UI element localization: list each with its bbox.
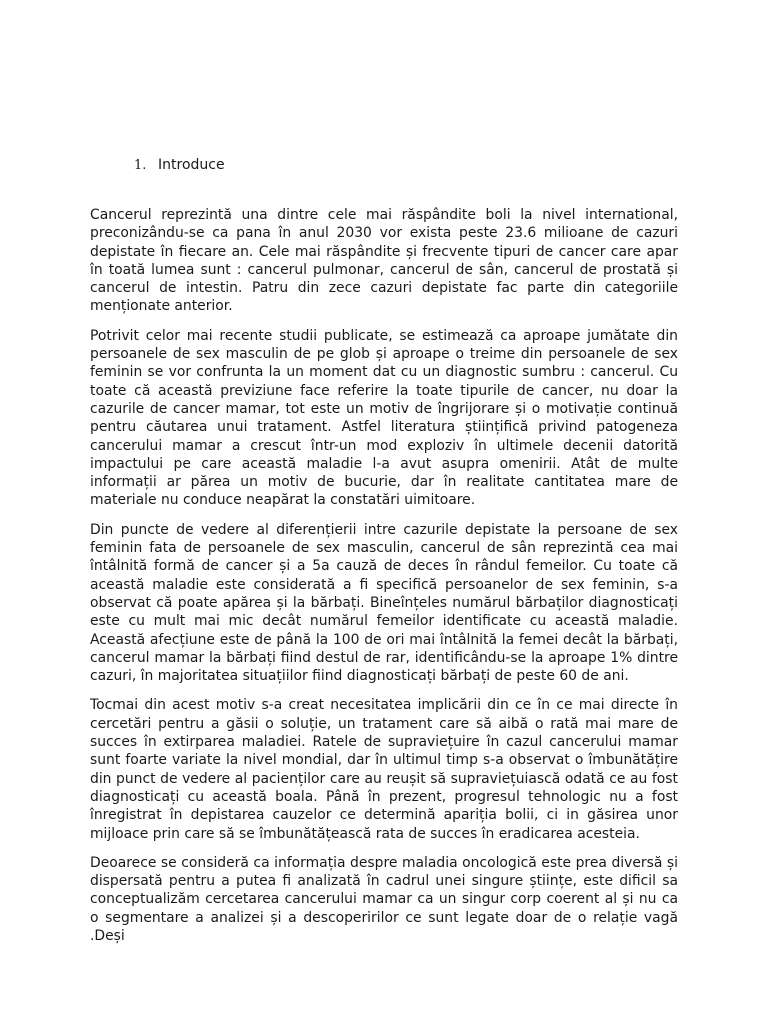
section-number: 1.: [134, 158, 147, 173]
paragraph-4: Tocmai din acest motiv s-a creat necesitatea implicării din ce în ce mai directe în cercetări pentru a găsii o soluție, un tratament care să aibă o rată mai mare de succes în extirparea maladiei. Ratele de supraviețuire în cazul cancerului mamar sunt foarte variate la nivel mondial, dar în ultimul timp s-a observat o îmbunătățire din punct de vedere al pacienților care au reușit să supraviețuiască odată ce au fost diagnosticați cu această boala. Până în prezent, progresul tehnologic nu a fost înregistrat în depistarea cauzelor ce determină apariția bolii, ci in găsirea unor mijloace prin care să se îmbunătățească rata de succes în eradicarea acesteia.: [90, 697, 678, 842]
section-title: Introduce: [158, 157, 225, 173]
section-heading: [134, 155, 225, 176]
paragraph-3: Din puncte de vedere al diferențierii intre cazurile depistate la persoane de sex feminin fata de persoanele de sex masculin, cancerul de sân reprezintă cea mai întâlnită formă de cancer și a 5a cauză de deces în rândul femeilor. Cu toate că această maladie este considerată a fi specifică persoanelor de sex feminin, s-a observat că poate apărea și la bărbați. Bineînțeles numărul bărbaților diagnosticați este cu mult mai mic decât numărul femeilor identificate cu această maladie. Această afecțiune este de până la 100 de ori mai întâlnită la femei decât la bărbați, cancerul mamar la bărbați fiind destul de rar, identificându-se la aproape 1% dintre cazuri, în majoritatea situațiilor fiind diagnosticați bărbați de peste 60 de ani.: [90, 521, 678, 685]
paragraph-2: Potrivit celor mai recente studii publicate, se estimează ca aproape jumătate din persoanele de sex masculin de pe glob și aproape o treime din persoanele de sex feminin se vor confrunta la un moment dat cu un diagnostic sumbru : cancerul. Cu toate că această previziune face referire la toate tipurile de cancer, nu doar la cazurile de cancer mamar, tot este un motiv de îngrijorare și o motivație continuă pentru căutarea unui tratament. Astfel literatura științifică privind patogeneza cancerului mamar a crescut într-un mod exploziv în ultimele decenii datorită impactului pe care această maladie l-a avut asupra omenirii. Atât de multe informații ar părea un motiv de bucurie, dar în realitate cantitatea mare de materiale nu conduce neapărat la constatări uimitoare.: [90, 327, 678, 509]
paragraph-1: Cancerul reprezintă una dintre cele mai răspândite boli la nivel international, preconizându-se ca pana în anul 2030 vor exista peste 23.6 milioane de cazuri depistate în fiecare an. Cele mai răspândite și frecvente tipuri de cancer care apar în toată lumea sunt : cancerul pulmonar, cancerul de sân, cancerul de prostată și cancerul de intestin. Patru din zece cazuri depistate fac parte din categoriile menționate anterior.: [90, 207, 678, 315]
paragraph-5: Deoarece se consideră ca informația despre maladia oncologică este prea diversă și dispersată pentru a putea fi analizată în cadrul unei singure științe, este dificil sa conceptualizăm cercetarea cancerului mamar ca un singur corp coerent al și nu ca o segmentare a analizei și a descoperirilor ce sunt legate doar de o relație vagă .Deși: [90, 854, 678, 944]
document-body: [90, 206, 678, 956]
